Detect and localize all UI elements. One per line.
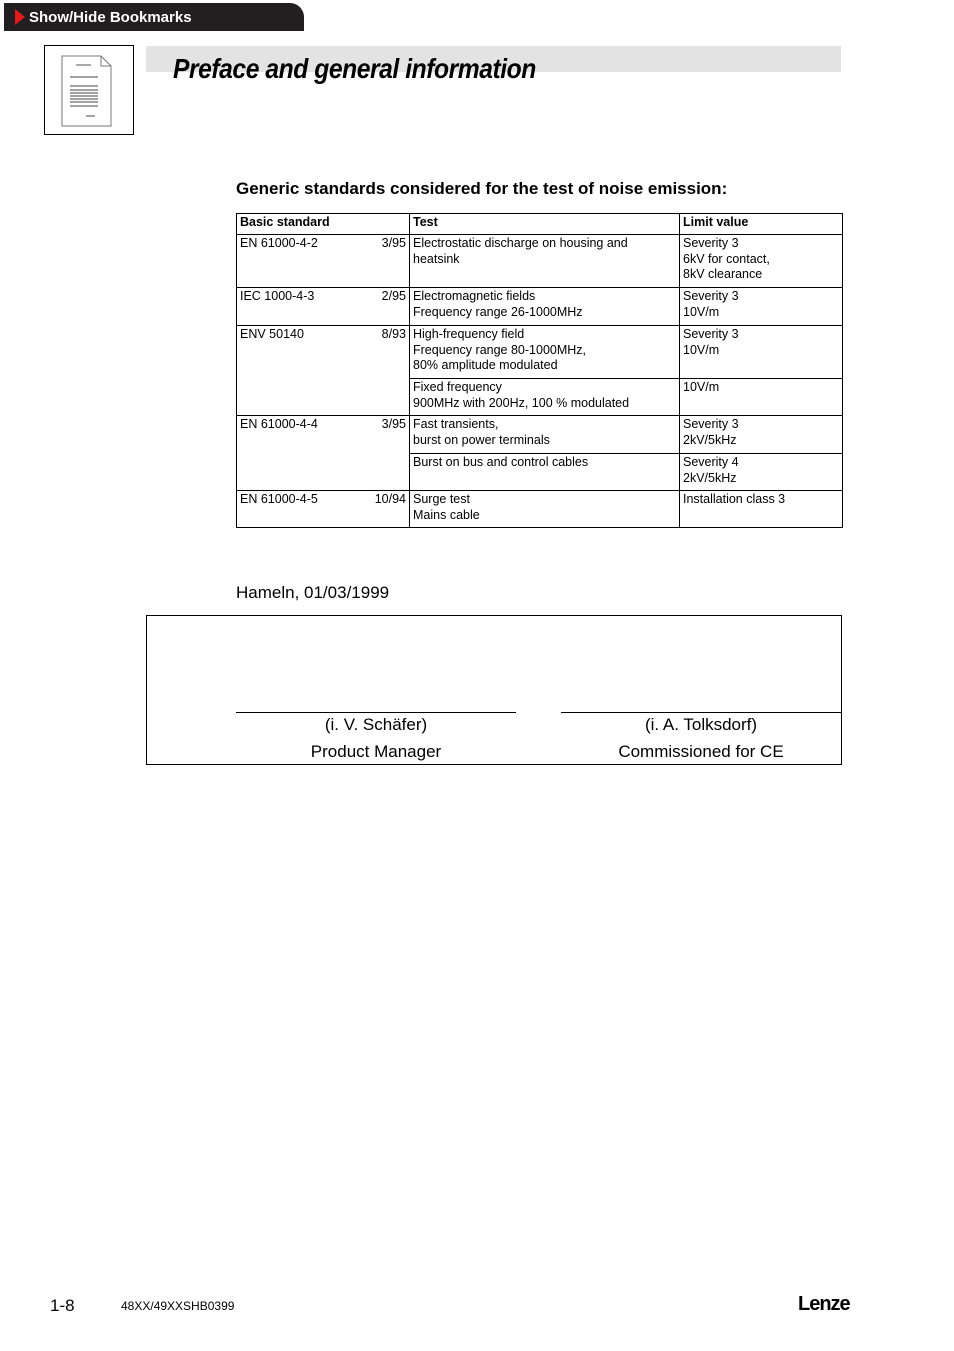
limit-line: 8kV clearance bbox=[683, 267, 763, 281]
limit-line: Severity 3 bbox=[683, 289, 739, 303]
standard-name: EN 61000-4-2 bbox=[240, 236, 318, 250]
show-hide-bookmarks-button[interactable] bbox=[4, 3, 304, 31]
table-row bbox=[237, 416, 843, 454]
limit-line: Severity 3 bbox=[683, 236, 739, 250]
section-heading: Generic standards considered for the test of noise emission: bbox=[236, 179, 728, 198]
test-line: Fixed frequency bbox=[413, 380, 502, 394]
limit-line: Severity 3 bbox=[683, 327, 739, 341]
test-cell bbox=[410, 416, 680, 454]
limit-cell bbox=[680, 416, 843, 454]
table-row bbox=[237, 326, 843, 379]
standard-name: ENV 50140 bbox=[240, 327, 304, 341]
basic-standard-cell bbox=[237, 235, 410, 288]
test-cell bbox=[410, 288, 680, 326]
signatory-name-right: (i. A. Tolksdorf) bbox=[644, 715, 758, 734]
limit-cell bbox=[680, 235, 843, 288]
limit-line: 10V/m bbox=[683, 304, 720, 319]
standard-name: EN 61000-4-4 bbox=[240, 417, 318, 431]
bookmarks-label: Show/Hide Bookmarks bbox=[29, 8, 192, 26]
test-cell bbox=[410, 235, 680, 288]
test-cell bbox=[410, 491, 680, 528]
page-title: Preface and general information bbox=[173, 53, 536, 84]
signature-line-left bbox=[236, 712, 516, 713]
table-row bbox=[237, 491, 843, 528]
limit-line: 10V/m bbox=[683, 342, 720, 357]
standard-name: EN 61000-4-5 bbox=[240, 492, 318, 506]
limit-line: Severity 3 bbox=[683, 417, 739, 431]
limit-line: Severity 4 bbox=[683, 455, 739, 469]
standard-name: IEC 1000-4-3 bbox=[240, 289, 315, 303]
test-line: High-frequency field bbox=[413, 327, 525, 341]
test-line: Electrostatic discharge on housing and heatsink bbox=[413, 236, 628, 266]
test-line: Electromagnetic fields bbox=[413, 289, 536, 303]
test-line: Frequency range 80-1000MHz, bbox=[413, 342, 587, 357]
standards-table bbox=[236, 213, 843, 528]
standard-date: 3/95 bbox=[381, 417, 406, 431]
basic-standard-cell bbox=[237, 416, 410, 491]
test-line: Fast transients, bbox=[413, 417, 499, 431]
document-icon bbox=[59, 55, 119, 127]
table-header-row bbox=[237, 214, 843, 235]
test-line: 900MHz with 200Hz, 100 % modulated bbox=[413, 395, 630, 410]
table-row bbox=[237, 288, 843, 326]
standard-date: 8/93 bbox=[381, 327, 406, 341]
limit-cell bbox=[680, 454, 843, 491]
limit-cell bbox=[680, 491, 843, 528]
limit-cell bbox=[680, 379, 843, 416]
column-header: Basic standard bbox=[237, 214, 410, 235]
basic-standard-cell bbox=[237, 326, 410, 416]
limit-line: 10V/m bbox=[683, 380, 720, 394]
limit-line: Installation class 3 bbox=[683, 492, 786, 506]
standard-date: 3/95 bbox=[381, 236, 406, 250]
limit-line: 2kV/5kHz bbox=[683, 470, 737, 485]
standard-date: 2/95 bbox=[381, 289, 406, 303]
test-line: Burst on bus and control cables bbox=[413, 455, 589, 469]
test-line: Mains cable bbox=[413, 507, 480, 522]
basic-standard-cell bbox=[237, 288, 410, 326]
limit-cell bbox=[680, 326, 843, 379]
basic-standard-cell bbox=[237, 491, 410, 528]
test-cell bbox=[410, 326, 680, 379]
standard-date: 10/94 bbox=[374, 492, 406, 506]
limit-cell bbox=[680, 288, 843, 326]
signature-line-right bbox=[561, 712, 842, 713]
brand-logo: Lenze bbox=[798, 1293, 850, 1315]
test-line: burst on power terminals bbox=[413, 432, 550, 447]
document-thumbnail[interactable] bbox=[44, 45, 134, 135]
test-cell bbox=[410, 454, 680, 491]
test-line: Frequency range 26-1000MHz bbox=[413, 304, 583, 319]
signatory-name-left: (i. V. Schäfer) bbox=[324, 715, 428, 734]
table-row bbox=[237, 235, 843, 288]
place-date: Hameln, 01/03/1999 bbox=[236, 583, 390, 602]
page-number: 1-8 bbox=[50, 1296, 75, 1315]
test-line: 80% amplitude modulated bbox=[413, 358, 558, 372]
triangle-right-icon bbox=[15, 9, 25, 25]
test-cell bbox=[410, 379, 680, 416]
limit-line: 6kV for contact, bbox=[683, 251, 770, 266]
signatory-role-right: Commissioned for CE bbox=[618, 742, 784, 761]
document-code: 48XX/49XXSHB0399 bbox=[121, 1299, 235, 1313]
limit-line: 2kV/5kHz bbox=[683, 432, 737, 447]
column-header: Limit value bbox=[680, 214, 843, 235]
test-line: Surge test bbox=[413, 492, 470, 506]
column-header: Test bbox=[410, 214, 680, 235]
signatory-role-left: Product Manager bbox=[310, 742, 442, 761]
